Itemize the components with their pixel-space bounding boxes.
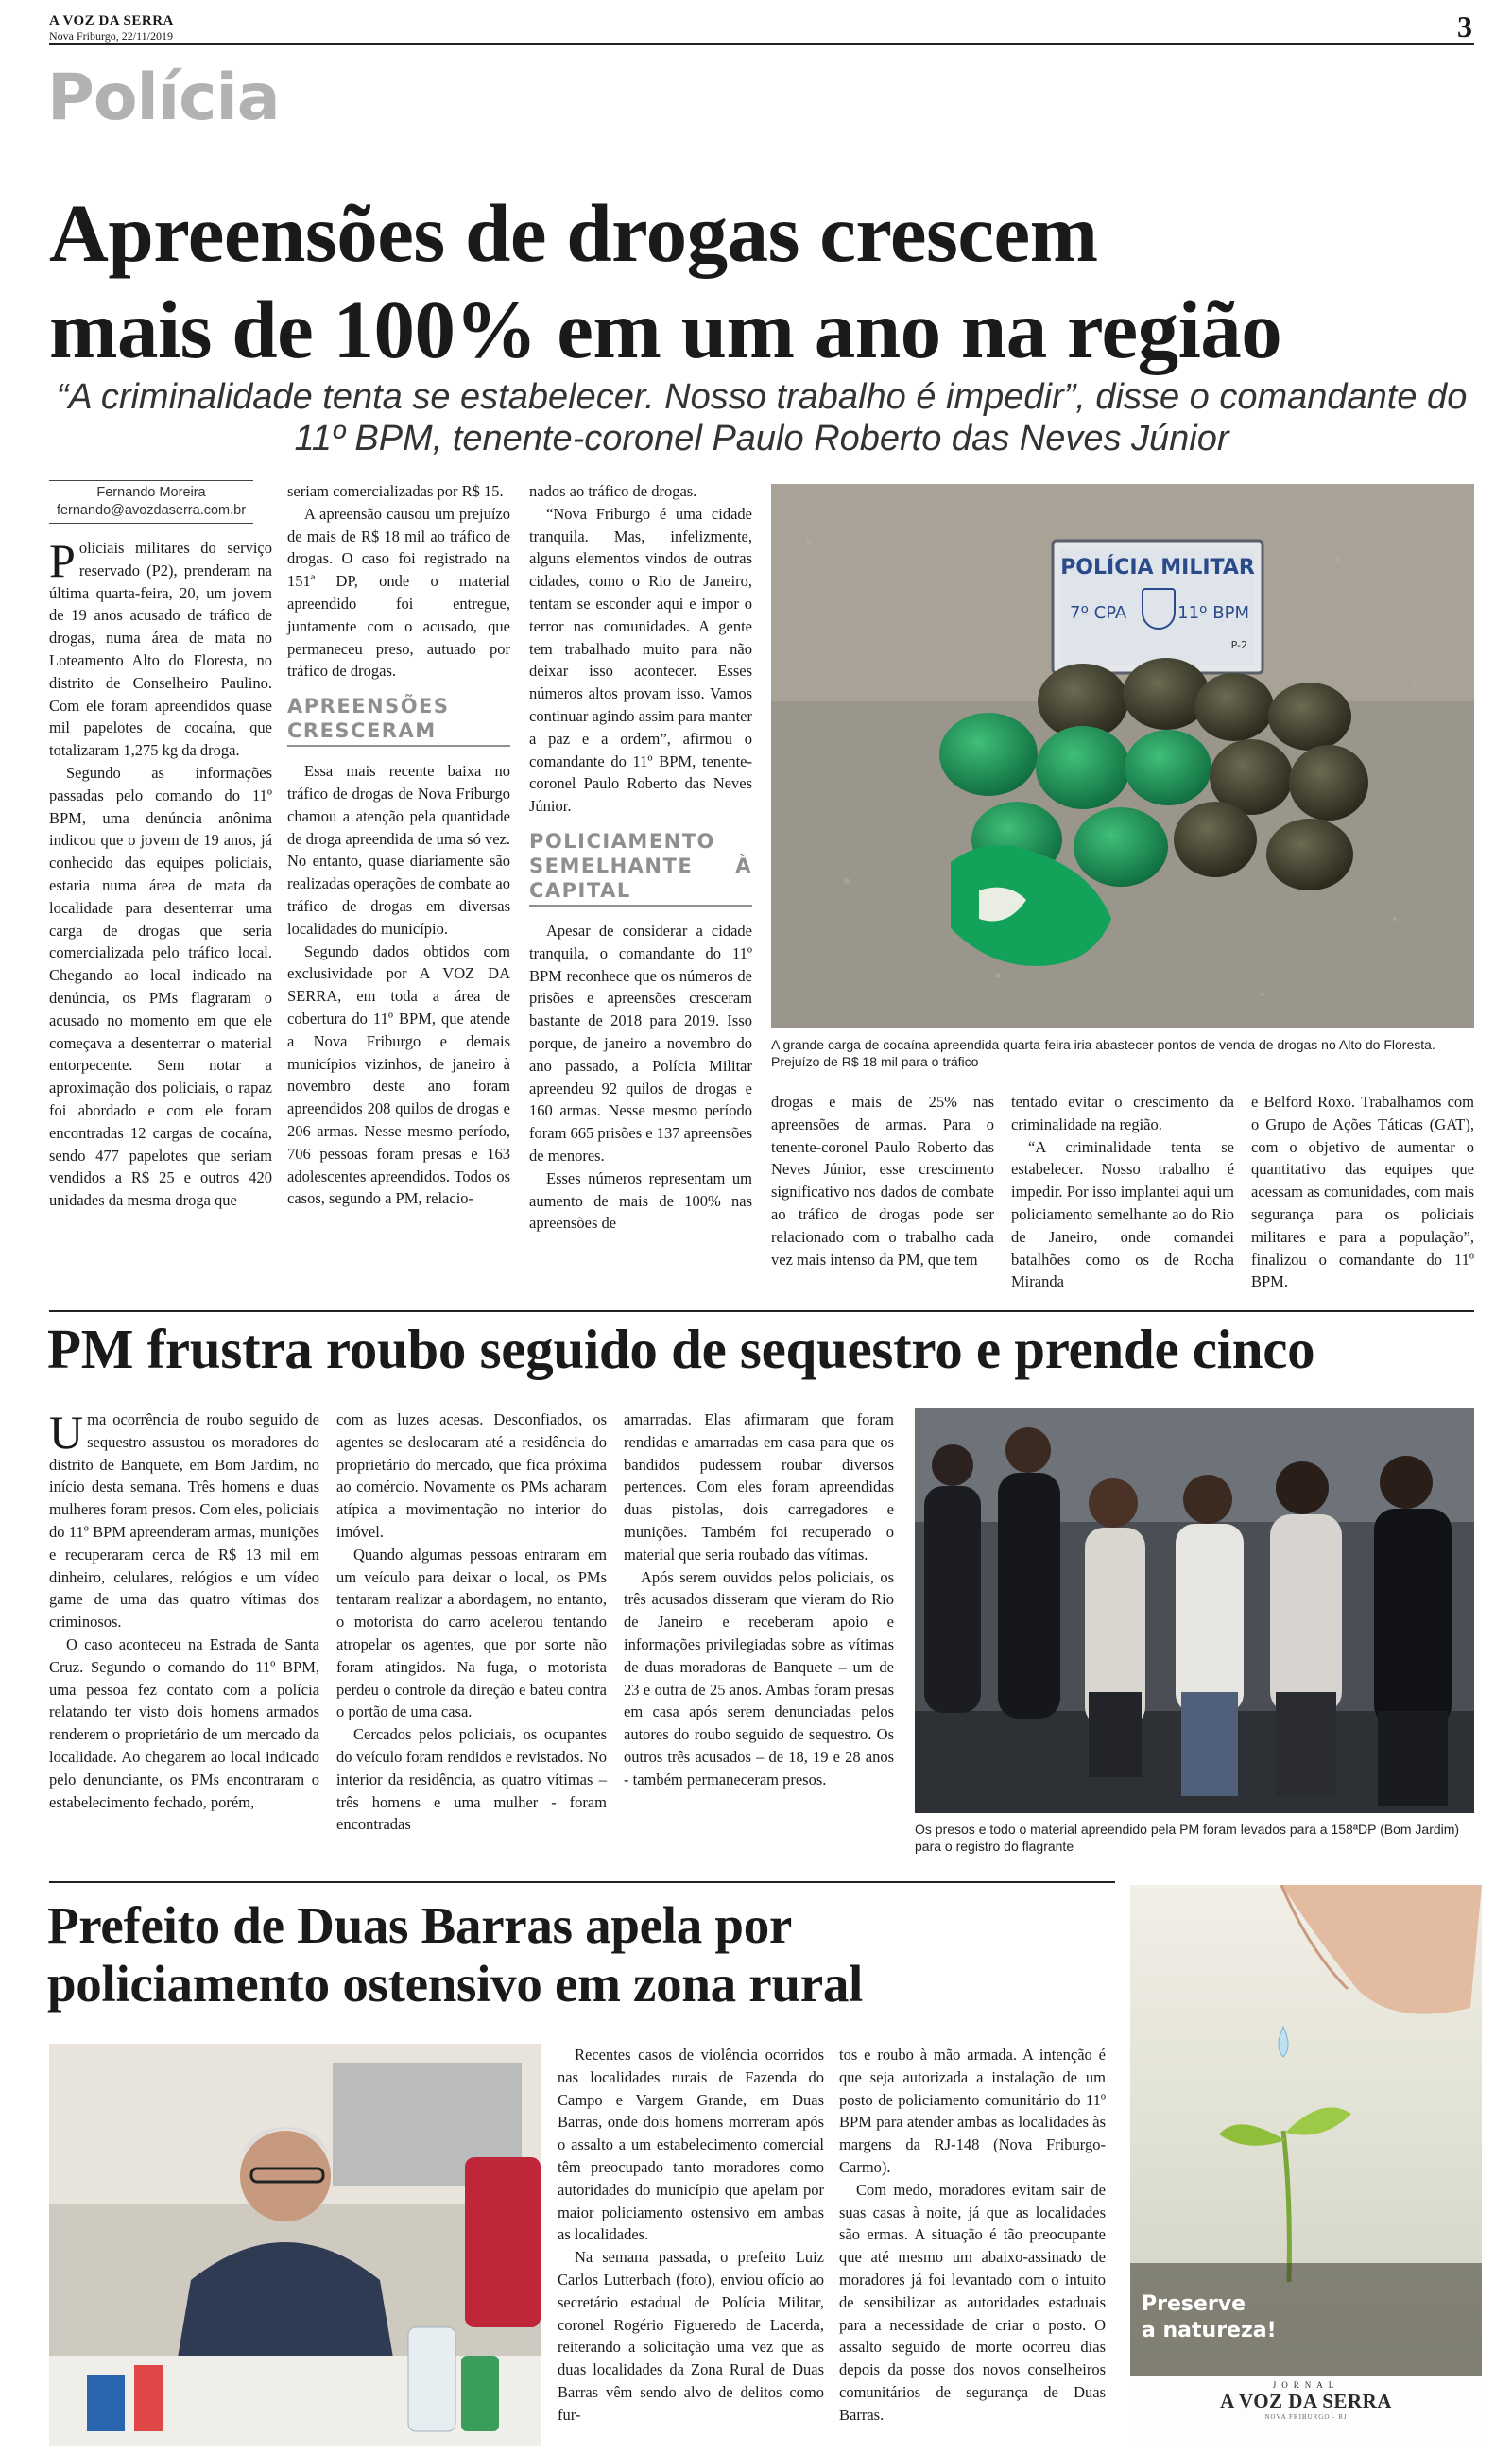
ad-brand-name: A VOZ DA SERRA (1220, 2390, 1392, 2412)
section-divider (49, 1310, 1474, 1312)
paragraph: Uma ocorrência de roubo seguido de sequestro assustou os moradores do distrito de Banquete, em Bom Jardim, no início desta semana. Três homens e duas mulheres foram presos. Com eles, policiais do 11º BPM apreenderam armas, munições e recuperaram cerca de R$ 13 mil em dinheiro, celulares, relógios e um vídeo game de uma das quatro vítimas dos criminosos. (49, 1406, 319, 1632)
ad-illustration (1130, 1885, 1482, 2446)
paragraph: Segundo as informações passadas pelo comando do 11º BPM, uma denúncia anônima indicou que o jovem de 19 anos, já conhecido das equipes policiais, estaria numa área de mata da localidade para desenterrar uma carga de drogas que seria comercializada pelo tráfico local. Chegando ao local indicado na denúncia, os PMs flagraram o acusado no momento em que ele começava a desenterrar o material entorpecente. Sem notar a aproximação dos policiais, o rapaz foi abordado e com ele foram encontradas 12 cargas de cocaína, sendo 477 papelotes que seriam vendidos a R$ 25 e outros 420 unidades da mesma droga que (49, 763, 272, 1210)
article1-byline (49, 480, 253, 524)
page-header (49, 11, 1474, 45)
paragraph: Após serem ouvidos pelos policiais, os três acusados disseram que vieram do Rio de Janeiro e receberam apoio e informações privilegiadas sobre as vítimas de duas moradoras de Banquete – um de 23 e outra de 25 anos. Ambas foram presas em casa após serem denunciadas pelos autores do roubo seguido de sequestro. Os outros três acusados – de 18, 19 e 28 anos - também permaneceram presos. (624, 1567, 894, 1789)
newspaper-name: A VOZ DA SERRA (49, 13, 174, 28)
article1-column-3 (529, 480, 752, 1235)
article1-headline-line1: Apreensões de drogas crescem (49, 187, 1098, 279)
sign-line-3: 11º BPM (1177, 603, 1249, 623)
article2-headline: PM frustra roubo seguido de sequestro e prende cinco (47, 1318, 1315, 1380)
paragraph: O caso aconteceu na Estrada de Santa Cruz. Segundo o comando do 11º BPM, uma pessoa fez contato com a polícia relatando ter visto dois homens armados renderem o proprietário de um mercado da localidade. Ao chegarem ao local indicado pelo denunciante, os PMs encontraram o estabelecimento fechado, porém, (49, 1634, 319, 1811)
sign-small-text: P-2 (1230, 639, 1247, 651)
police-sign-text (1060, 554, 1255, 651)
paragraph: drogas e mais de 25% nas apreensões de armas. Para o tenente-coronel Paulo Roberto das Neves Júnior, esse crescimento significativo nos dados de combate ao tráfico de drogas pode ser relacionado com o trabalho cada vez mais intenso da PM, que tem (771, 1093, 994, 1269)
paragraph: amarradas. Elas afirmaram que foram rendidas e amarradas em casa para que os bandidos pudessem roubar diversos pertences. Com eles foram apreendidas duas pistolas, dois carregadores e munições. Também foi recuperado o material que seria roubado das vítimas. (624, 1410, 894, 1564)
paragraph: Policiais militares do serviço reservado (P2), prenderam na última quarta-feira, 20, um jovem de 19 anos acusado de tráfico de drogas, numa área de mata no Loteamento Alto do Floresta, no distrito de Conselheiro Paulino. Com ele foram apreendidos quase mil papelotes de cocaína, que totalizaram 1,275 kg da droga. (49, 534, 272, 760)
article3-headline-line1: Prefeito de Duas Barras apela por (47, 1896, 793, 1954)
paragraph: Essa mais recente baixa no tráfico de drogas de Nova Friburgo chamou a atenção pela quantidade de droga apreendida de uma só vez. No entanto, quase diariamente são realizadas operações de combate ao tráfico de drogas em diversas localidades do município. (287, 762, 510, 938)
paragraph: com as luzes acesas. Desconfiados, os agentes se deslocaram até a residência do proprietário do mercado, que fica próxima ao comércio. Novamente os PMs acharam atípica a movimentação no interior do imóvel. (336, 1410, 607, 1541)
article3-column-1 (558, 2044, 824, 2427)
article1-column-1 (49, 534, 272, 1212)
paragraph: tentado evitar o crescimento da criminalidade na região. (1011, 1093, 1234, 1133)
author-email: fernando@avozdaserra.com.br (56, 503, 247, 518)
arrest-photo-caption: Os presos e todo o material apreendido pela PM foram levados para a 158ªDP (Bom Jardim) para o registro do flagrante (915, 1822, 1460, 1854)
issue-date: Nova Friburgo, 22/11/2019 (49, 29, 173, 43)
author-name: Fernando Moreira (96, 485, 206, 500)
paragraph: A apreensão causou um prejuízo de mais de R$ 18 mil ao tráfico de drogas. O caso foi registrado na 151ª DP, onde o material apreendido foi entregue, juntamente com o acusado, que permaneceu preso, autuado por tráfico de drogas. (287, 504, 510, 681)
paragraph: Apesar de considerar a cidade tranquila, o comandante do 11º BPM reconhece que os números de prisões e apreensões cresceram bastante de 2018 para 2019. Isso porque, de janeiro a novembro do ano passado, a Polícia Militar apreendeu 92 quilos de drogas e 160 armas. Nesse mesmo período foram 665 prisões e 137 apreensões de menores. (529, 921, 752, 1165)
arrest-illustration (915, 1408, 1474, 1813)
paragraph: Com medo, moradores evitam sair de suas casas à noite, já que as localidades são ermas. A situação é tão preocupante que até mesmo um abaixo-assinado de moradores já foi levantado com o intuito de sensibilizar as autoridades estaduais para a necessidade de criar o posto. O assalto seguido de morte ocorreu dias depois da posse dos novos conselheiros comunitários de segurança de Duas Barras. (839, 2180, 1106, 2424)
paragraph: Quando algumas pessoas entraram em um veículo para deixar o local, os PMs tentaram realizar a abordagem, no entanto, o motorista do carro acelerou tentando atropelar os agentes, que por sorte não foram atingidos. Na fuga, o motorista perdeu o controle da direção e bateu contra o portão de uma casa. (336, 1545, 607, 1721)
page-number: 3 (1457, 9, 1472, 43)
article3-headline-line2: policiamento ostensivo em zona rural (47, 1955, 863, 2013)
ad-brand-small: JORNAL (1272, 2380, 1340, 2390)
article2-column-1 (49, 1408, 319, 1813)
arrest-photo (915, 1408, 1474, 1813)
paragraph: Segundo dados obtidos com exclusividade por A VOZ DA SERRA, em toda a área de cobertura do 11º BPM, que atende a Nova Friburgo e demais municípios vizinhos, de janeiro à novembro deste ano foram apreendidos 208 quilos de drogas e 206 armas. Nesse mesmo período, 706 pessoas foram presas e 163 adolescentes apreendidos. Todos os casos, segundo a PM, relacio- (287, 942, 510, 1208)
drug-seizure-photo (771, 484, 1474, 1028)
sign-line-1: POLÍCIA MILITAR (1060, 556, 1255, 579)
dropcap: U (49, 1406, 84, 1459)
ad-slogan-line1: Preserve (1142, 2292, 1246, 2316)
paragraph: Cercados pelos policiais, os ocupantes do veículo foram rendidos e revistados. No interior da residência, as quatro vítimas – três homens e uma mulher - foram encontradas (336, 1725, 607, 1834)
article1-subhead: “A criminalidade tenta se estabelecer. Nosso trabalho é impedir”, disse o comandante do 11º BPM, tenente-coronel Paulo Roberto das Neves Júnior (56, 377, 1468, 458)
paragraph: tos e roubo à mão armada. A intenção é que seja autorizada a instalação de um posto de policiamento comunitário do 11º BPM para atender ambas as localidades às margens da RJ-148 (Nova Friburgo-Carmo). (839, 2046, 1106, 2176)
dropcap: P (49, 534, 76, 587)
article1-headline-line2: mais de 100% em um ano na região (49, 284, 1282, 375)
badge-icon (1142, 588, 1176, 630)
paragraph: Esses números representam um aumento de mais de 100% nas apreensões de (529, 1168, 752, 1233)
article1-headline (49, 185, 1486, 378)
paragraph: Na semana passada, o prefeito Luiz Carlos Lutterbach (foto), enviou ofício ao secretário estadual de Polícia Militar, coronel Rogério Figueredo de Lacerda, reiterando a solicitação uma vez que as duas localidades da Zona Rural de Duas Barras vêm sendo alvo de delitos como fur- (558, 2248, 824, 2424)
article1-subtitle-1: APREENSÕES CRESCERAM (287, 694, 510, 747)
article1-column-5 (1011, 1091, 1234, 1293)
article1-subtitle-2: POLICIAMENTO SEMELHANTE À CAPITAL (529, 829, 752, 907)
article3-column-2 (839, 2044, 1106, 2427)
mayor-photo (49, 2044, 541, 2446)
ad-brand (1130, 2380, 1482, 2421)
article1-column-6 (1251, 1091, 1474, 1293)
sign-line-2: 7º CPA (1070, 603, 1127, 623)
sign-row (1060, 582, 1255, 639)
ad-brand-sub: NOVA FRIBURGO - RJ (1264, 2413, 1348, 2421)
section-label: Polícia (47, 60, 280, 135)
paragraph: Recentes casos de violência ocorridos nas localidades rurais de Fazenda do Campo e Vargem Grande, em Duas Barras, onde dois homens morreram após o assalto a um estabelecimento comercial têm preocupado tanto moradores como autoridades do município que apelam por maior policiamento ostensivo em ambas as localidades. (558, 2046, 824, 2244)
article2-column-2 (336, 1408, 607, 1836)
ad-slogan-line2: a natureza! (1142, 2319, 1277, 2342)
advertisement (1130, 1885, 1482, 2446)
paragraph: seriam comercializadas por R$ 15. (287, 482, 504, 500)
paragraph: “Nova Friburgo é uma cidade tranquila. Mas, infelizmente, alguns elementos vindos de outras cidades, como o Rio de Janeiro, tentam se esconder aqui e impor o terror nas comunidades. A gente tem trabalhado muito para não deixar isso acontecer. Esses números altos provam isso. Vamos continuar agindo assim para manter a paz e a ordem”, afirmou o comandante do 11º BPM, tenente-coronel Paulo Roberto das Neves Júnior. (529, 504, 752, 816)
article2-column-3 (624, 1408, 894, 1791)
article3-headline (47, 1896, 1134, 2013)
paragraph: “A criminalidade tenta se estabelecer. Nosso trabalho é impedir. Por isso implantei aqui um policiamento semelhante ao do Rio de Janeiro, onde comandei batalhões como os de Rocha Miranda (1011, 1137, 1234, 1291)
article1-column-2 (287, 480, 510, 1210)
mayor-illustration (49, 2044, 541, 2446)
drug-photo-caption: A grande carga de cocaína apreendida quarta-feira iria abastecer pontos de venda de drogas no Alto do Floresta. Prejuízo de R$ 18 mil para o tráfico (771, 1037, 1435, 1069)
paragraph: e Belford Roxo. Trabalhamos com o Grupo de Ações Táticas (GAT), com o objetivo de aumentar o quantitativo das equipes que acessam as comunidades, com mais segurança para os policiais militares e para a população”, finalizou o comandante do 11º BPM. (1251, 1093, 1474, 1291)
ad-slogan (1142, 2291, 1277, 2344)
section-divider (49, 1881, 1115, 1883)
paragraph: nados ao tráfico de drogas. (529, 482, 697, 500)
article1-column-4 (771, 1091, 994, 1270)
